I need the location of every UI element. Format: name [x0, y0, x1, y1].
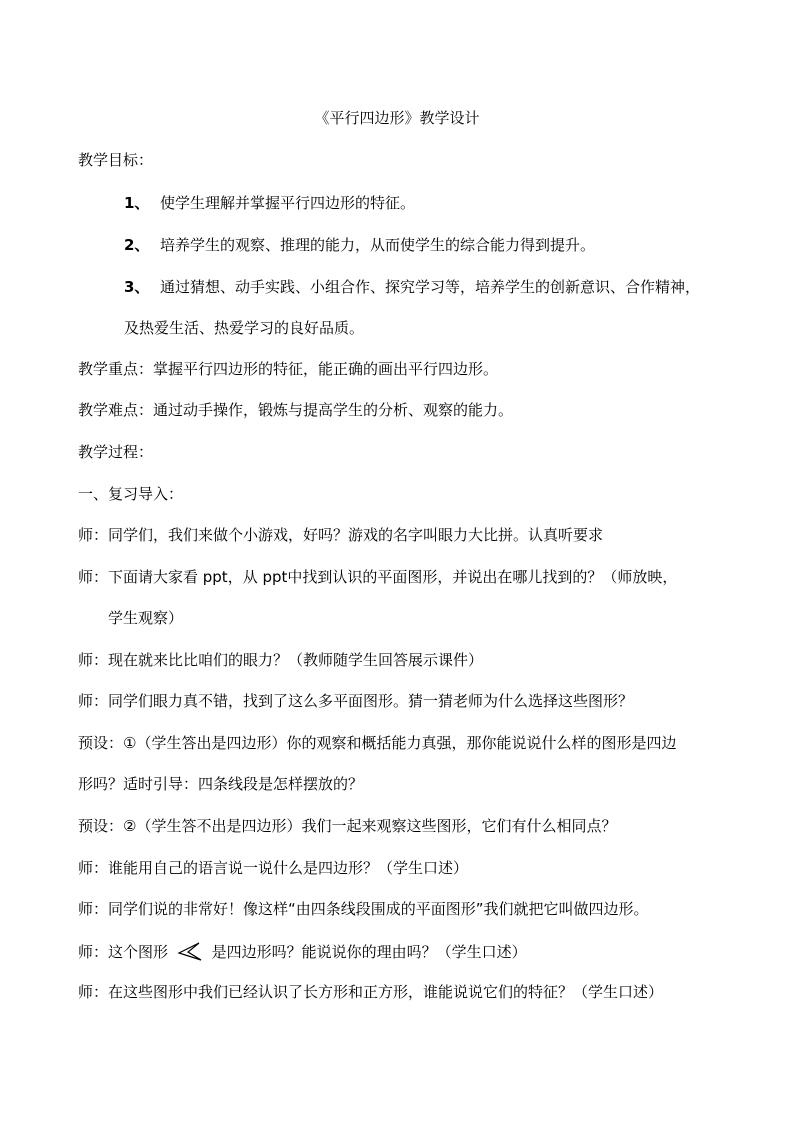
objectives-heading: 教学目标： [78, 151, 154, 169]
paragraph-line: 师：同学们说的非常好！像这样“由四条线段围成的平面图形”我们就把它叫做四边形。 [78, 900, 649, 918]
paragraph-line: 师：同学们，我们来做个小游戏，好吗？游戏的名字叫眼力大比拼。认真听要求 [78, 526, 604, 544]
paragraph-line: 学生观察） [108, 609, 184, 627]
process-heading: 教学过程： [78, 443, 154, 461]
paragraph-line: 师：同学们眼力真不错，找到了这么多平面图形。猜一猜老师为什么选择这些图形？ [78, 692, 634, 710]
concave-quadrilateral-icon [175, 941, 205, 961]
document-title: 《平行四边形》教学设计 [314, 109, 480, 127]
objective-text-continuation: 及热爱生活、热爱学习的良好品质。 [124, 319, 365, 337]
shape-question-after: 是四边形吗？能说说你的理由吗？（学生口述） [211, 943, 527, 961]
shape-question-line [78, 941, 527, 962]
paragraph-line: 预设：①（学生答出是四边形）你的观察和概括能力真强，那你能说说什么样的图形是四边 [78, 734, 677, 752]
objective-text: 通过猜想、动手实践、小组合作、探究学习等，培养学生的创新意识、合作精神， [160, 278, 701, 296]
shape-question-before: 师：这个图形 [78, 943, 169, 961]
paragraph-line: 师：现在就来比比咱们的眼力？（教师随学生回答展示课件） [78, 651, 484, 669]
key-point: 教学重点：掌握平行四边形的特征，能正确的画出平行四边形。 [78, 360, 499, 378]
objective-number: 2、 [124, 236, 150, 254]
paragraph-line: 师：谁能用自己的语言说一说什么是四边形？（学生口述） [78, 859, 469, 877]
paragraph-line: 师：在这些图形中我们已经认识了长方形和正方形，谁能说说它们的特征？（学生口述） [78, 983, 664, 1001]
paragraph-line: 师：下面请大家看 ppt，从 ppt中找到认识的平面图形，并说出在哪儿找到的？（师放映， [78, 568, 678, 586]
paragraph-line: 预设：②（学生答不出是四边形）我们一起来观察这些图形，它们有什么相同点？ [78, 817, 617, 835]
objective-number: 1、 [124, 194, 150, 212]
objective-text: 使学生理解并掌握平行四边形的特征。 [160, 194, 416, 212]
objective-text: 培养学生的观察、推理的能力，从而使学生的综合能力得到提升。 [160, 236, 596, 254]
difficulty: 教学难点：通过动手操作，锻炼与提高学生的分析、观察的能力。 [78, 401, 514, 419]
objective-number: 3、 [124, 278, 150, 296]
paragraph-line: 形吗？适时引导：四条线段是怎样摆放的？ [78, 775, 364, 793]
section-heading: 一、复习导入： [78, 485, 184, 503]
